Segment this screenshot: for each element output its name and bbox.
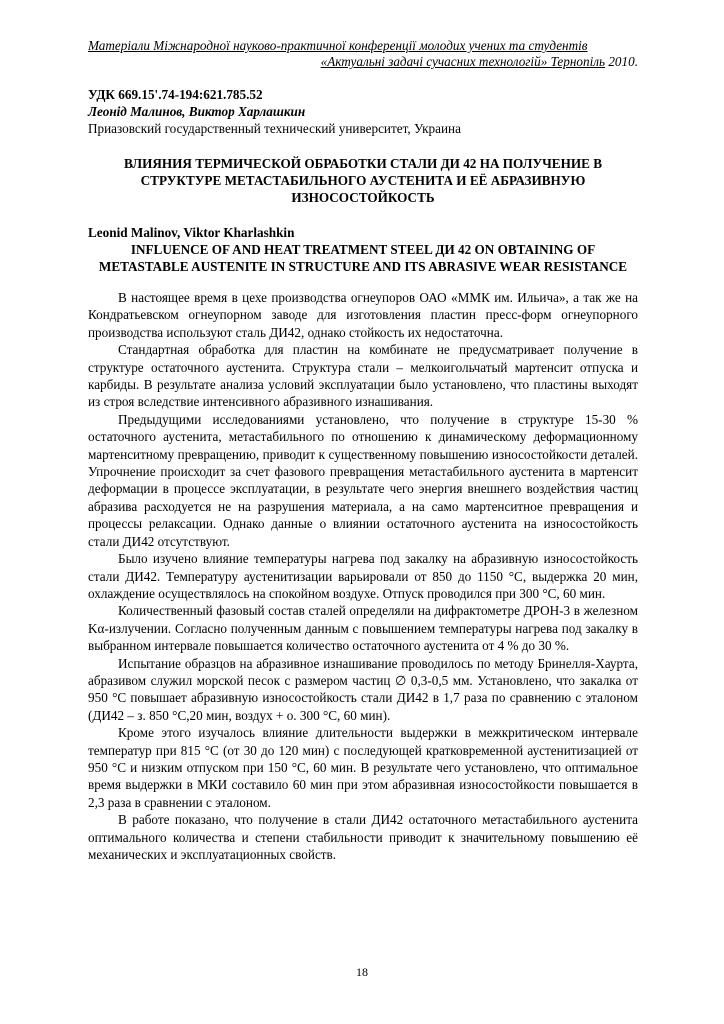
header-year: 2010.	[605, 54, 638, 69]
paragraph: Количественный фазовый состав сталей определяли на дифрактометре ДРОН-3 в железном Kα-излучении. Согласно полученным данным с повышением температуры нагрева под закалку в выбранном интервале повышается количество остаточного аустенита от 4 % до 30 %.	[88, 603, 638, 654]
body-text	[88, 289, 638, 863]
page-number: 18	[356, 965, 368, 979]
paper-page	[88, 38, 638, 863]
header-title-line	[88, 54, 638, 70]
title-en: INFLUENCE OF AND HEAT TREATMENT STEEL ДИ 42 ON OBTAINING OF METASTABLE AUSTENITE IN STRUCTURE AND ITS ABRASIVE WEAR RESISTANCE	[98, 242, 628, 274]
paragraph: Было изучено влияние температуры нагрева под закалку на абразивную износостойкость стали ДИ42. Температуру аустенитизации варьировали от 850 до 1150 °С, выдержка 20 мин, охлаждение осуществлялось на спокойном воздухе. Отпуск проводился при 300 °С, 60 мин.	[88, 551, 638, 601]
title-ru: ВЛИЯНИЯ ТЕРМИЧЕСКОЙ ОБРАБОТКИ СТАЛИ ДИ 42 НА ПОЛУЧЕНИЕ В СТРУКТУРЕ МЕТАСТАБИЛЬНОГО АУСТЕНИТА И ЕЁ АБРАЗИВНУЮ ИЗНОСОСТОЙКОСТЬ	[123, 156, 603, 205]
udc-code: УДК 669.15'.74-194:621.785.52	[88, 87, 263, 102]
paragraph: В работе показано, что получение в стали ДИ42 остаточного метастабильного аустенита оптимального количества и степени стабильности приводит к значительному повышению её механических и эксплуатационных свойств.	[88, 812, 638, 862]
paragraph: Стандартная обработка для пластин на комбинате не предусматривает получение в структуре остаточного аустенита. Структура стали – мелкоигольчатый мартенсит отпуска и карбиды. В результате анализа условий эксплуатации было установлено, что пластины выходят из строя вследствие интенсивного абразивного изнашивания.	[88, 342, 638, 410]
affiliation: Приазовский государственный технический университет, Украина	[88, 121, 461, 136]
running-header	[88, 38, 638, 70]
paragraph: Предыдущими исследованиями установлено, что получение в структуре 15-30 % остаточного аустенита, метастабильного по отношению к динамическому деформационному мартенситному превращению, приводит к существенному повышению износостойкости деталей. Упрочнение происходит за счет фазового превращения метастабильного аустенита в мартенсит деформации в процессе эксплуатации, в результате чего энергия внешнего воздействия частиц абразива расходуется не на разрушения материала, а на само мартенситное превращения и процессы релаксации. Однако данные о влиянии остаточного аустенита на износостойкость стали ДИ42 отсутствуют.	[88, 411, 638, 549]
paragraph: Испытание образцов на абразивное изнашивание проводилось по методу Бринелля-Хаурта, абразивом служил морской песок с размером частиц ∅ 0,3-0,5 мм. Установлено, что закалка от 950 °С повышает абразивную износостойкость стали ДИ42 в 1,7 раза по сравнению с эталоном (ДИ42 – з. 850 °С,20 мин, воздух + о. 300 °С, 60 мин).	[88, 655, 638, 723]
authors-ru: Леонід Малинов, Виктор Харлашкин	[88, 104, 306, 119]
paragraph: В настоящее время в цехе производства огнеупоров ОАО «ММК им. Ильича», а так же на Кондратьевском огнеупорном заводе для изготовления пластин пресс-форм огнеупорного производства используют сталь ДИ42, однако стойкость их недостаточна.	[88, 290, 638, 340]
authors-en: Leonid Malinov, Viktor Kharlashkin	[88, 225, 295, 240]
header-conference-title: «Актуальні задачі сучасних технологій» Тернопіль	[320, 54, 606, 69]
paragraph: Кроме этого изучалось влияние длительности выдержки в межкритическом интервале температур при 815 °С (от 30 до 120 мин) с последующей кратковременной аустенитизацией от 950 °С и низким отпуском при 150 °С, 60 мин. В результате чего установлено, что оптимальное время выдержки в МКИ составило 60 мин при этом абразивная износостойкости повышается в 2,3 раза в сравнении с эталоном.	[88, 725, 638, 810]
header-conference-line: Матеріали Міжнародної науково-практичної конференції молодих учених та студентів	[88, 38, 588, 53]
